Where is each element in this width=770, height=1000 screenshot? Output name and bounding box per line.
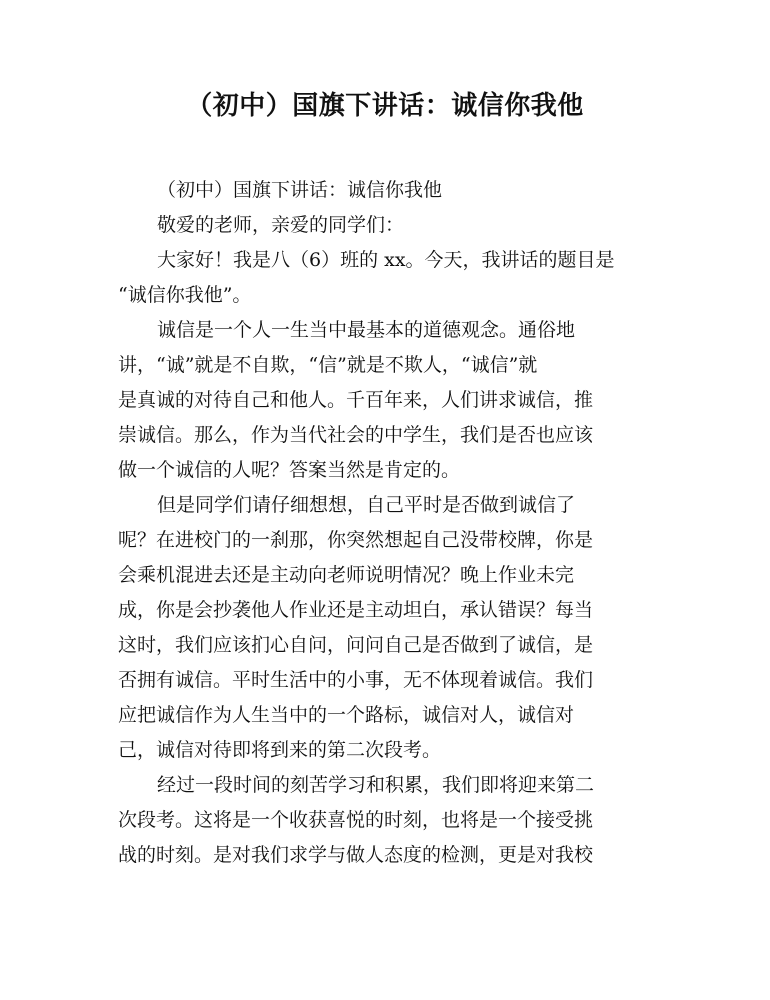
- text-line: 己，诚信对待即将到来的第二次段考。: [118, 739, 442, 761]
- document-title: （初中）国旗下讲话：诚信你我他: [186, 91, 584, 121]
- text-line: 诚信是一个人一生当中最基本的道德观念。通俗地: [157, 319, 576, 341]
- text-line: 大家好！我是八（6）班的 xx。今天，我讲话的题目是: [157, 249, 615, 271]
- text-line: （初中）国旗下讲话：诚信你我他: [157, 179, 443, 201]
- text-line: 次段考。这将是一个收获喜悦的时刻，也将是一个接受挑: [118, 809, 594, 831]
- text-line: 否拥有诚信。平时生活中的小事，无不体现着诚信。我们: [118, 669, 594, 691]
- text-line: 成，你是会抄袭他人作业还是主动坦白，承认错误？每当: [118, 599, 594, 621]
- text-line: 敬爱的老师，亲爱的同学们：: [157, 214, 405, 236]
- text-line: 战的时刻。是对我们求学与做人态度的检测，更是对我校: [118, 844, 594, 866]
- text-line: 这时，我们应该扪心自问，问问自己是否做到了诚信，是: [118, 634, 594, 656]
- text-line: 讲，“诚”就是不自欺，“信”就是不欺人，“诚信”就: [118, 354, 538, 376]
- text-line: 是真诚的对待自己和他人。千百年来，人们讲求诚信，推: [118, 389, 594, 411]
- text-line: 但是同学们请仔细想想，自己平时是否做到诚信了: [157, 494, 576, 516]
- text-line: 做一个诚信的人呢？答案当然是肯定的。: [118, 459, 461, 481]
- document-body: [118, 173, 653, 873]
- text-line: “诚信你我他”。: [118, 284, 252, 306]
- text-line: 会乘机混进去还是主动向老师说明情况？晚上作业未完: [118, 564, 575, 586]
- text-line: 呢？在进校门的一刹那，你突然想起自己没带校牌，你是: [118, 529, 594, 551]
- text-line: 崇诚信。那么，作为当代社会的中学生，我们是否也应该: [118, 424, 594, 446]
- text-line: 应把诚信作为人生当中的一个路标，诚信对人，诚信对: [118, 704, 575, 726]
- text-line: 经过一段时间的刻苦学习和积累，我们即将迎来第二: [157, 774, 595, 796]
